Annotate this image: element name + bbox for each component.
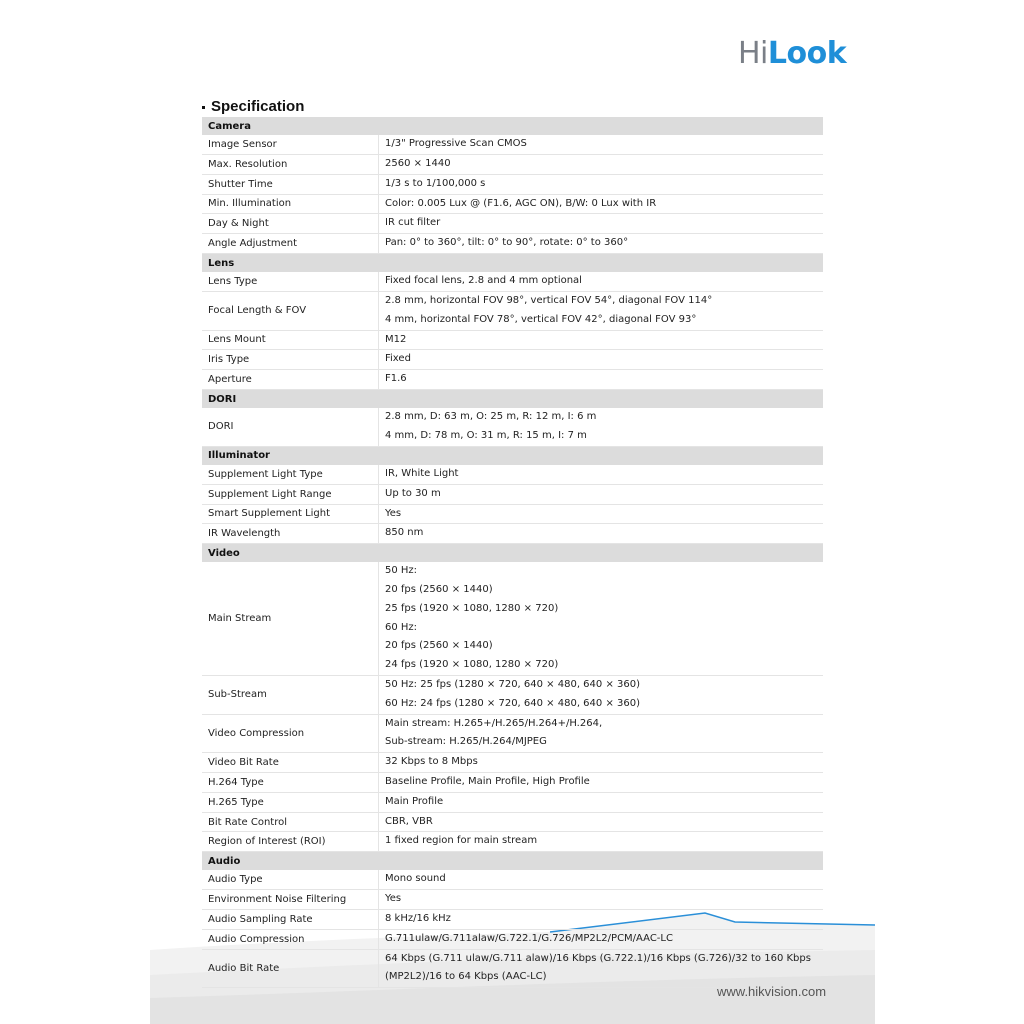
section-header-row [202, 117, 823, 135]
spec-row [202, 408, 823, 446]
spec-row [202, 174, 823, 194]
spec-value-line: 25 fps (1920 × 1080, 1280 × 720) [385, 602, 559, 614]
spec-value-line: IR cut filter [385, 217, 441, 229]
spec-value [379, 154, 824, 174]
spec-row [202, 350, 823, 370]
spec-key: Lens Type [202, 272, 379, 291]
spec-value-line: Fixed [385, 353, 411, 365]
spec-table [202, 117, 823, 988]
spec-row [202, 812, 823, 832]
spec-key: Audio Compression [202, 929, 379, 949]
spec-value-line: Mono sound [385, 873, 446, 885]
spec-value-line: Main stream: H.265+/H.265/H.264+/H.264, [385, 717, 603, 729]
spec-key: Lens Mount [202, 330, 379, 350]
bullet-icon [202, 106, 205, 109]
hilook-logo [738, 36, 846, 72]
spec-row [202, 949, 823, 988]
spec-value-line: 20 fps (2560 × 1440) [385, 640, 493, 652]
spec-key: Iris Type [202, 350, 379, 370]
spec-value-line: F1.6 [385, 373, 407, 385]
spec-key: IR Wavelength [202, 524, 379, 544]
spec-row [202, 154, 823, 174]
spec-value-line: CBR, VBR [385, 815, 433, 827]
spec-value [379, 832, 824, 852]
section-title: Camera [202, 117, 823, 135]
spec-key: Shutter Time [202, 174, 379, 194]
spec-row [202, 792, 823, 812]
spec-value [379, 484, 824, 504]
spec-value [379, 773, 824, 793]
spec-value-line: 64 Kbps (G.711 ulaw/G.711 alaw)/16 Kbps (G.722.1)/16 Kbps (G.726)/32 to 160 Kbps [385, 952, 811, 964]
section-header-row [202, 253, 823, 272]
spec-value-line: 1/3" Progressive Scan CMOS [385, 138, 527, 150]
spec-key: Audio Sampling Rate [202, 910, 379, 930]
spec-value [379, 465, 824, 484]
spec-value-line: Baseline Profile, Main Profile, High Profile [385, 776, 590, 788]
spec-key: Sub-Stream [202, 676, 379, 715]
spec-row [202, 714, 823, 753]
spec-value [379, 291, 824, 330]
spec-row [202, 484, 823, 504]
spec-key: Video Compression [202, 714, 379, 753]
spec-row [202, 135, 823, 154]
spec-key: Smart Supplement Light [202, 504, 379, 524]
spec-value-line: 32 Kbps to 8 Mbps [385, 756, 478, 768]
spec-value [379, 174, 824, 194]
spec-row [202, 832, 823, 852]
spec-value-line: Sub-stream: H.265/H.264/MJPEG [385, 736, 547, 748]
spec-value-line: 50 Hz: [385, 565, 418, 577]
spec-value [379, 792, 824, 812]
spec-key: Angle Adjustment [202, 234, 379, 254]
logo-hi: Hi [738, 36, 768, 71]
spec-value-line: Pan: 0° to 360°, tilt: 0° to 90°, rotate: 0° to 360° [385, 237, 629, 249]
spec-value-line: 50 Hz: 25 fps (1280 × 720, 640 × 480, 640 × 360) [385, 679, 640, 691]
heading-text: Specification [211, 98, 305, 115]
spec-key: Aperture [202, 370, 379, 390]
spec-value-line: 60 Hz: 24 fps (1280 × 720, 640 × 480, 640 × 360) [385, 697, 640, 709]
spec-value [379, 135, 824, 154]
spec-value-line: 2.8 mm, horizontal FOV 98°, vertical FOV 54°, diagonal FOV 114° [385, 294, 713, 306]
section-title: DORI [202, 389, 823, 408]
spec-value-line: 8 kHz/16 kHz [385, 913, 451, 925]
spec-value [379, 504, 824, 524]
spec-row [202, 465, 823, 484]
spec-value-line: M12 [385, 333, 407, 345]
spec-key: Bit Rate Control [202, 812, 379, 832]
spec-key: Focal Length & FOV [202, 291, 379, 330]
spec-key: H.265 Type [202, 792, 379, 812]
spec-key: Min. Illumination [202, 194, 379, 214]
spec-value [379, 408, 824, 446]
spec-value [379, 524, 824, 544]
spec-key: H.264 Type [202, 773, 379, 793]
spec-key: Video Bit Rate [202, 753, 379, 773]
spec-row [202, 562, 823, 675]
spec-value [379, 676, 824, 715]
spec-row [202, 291, 823, 330]
spec-value-line: Color: 0.005 Lux @ (F1.6, AGC ON), B/W: 0 Lux with IR [385, 197, 657, 209]
spec-value-line: 24 fps (1920 × 1080, 1280 × 720) [385, 659, 559, 671]
footer-url: www.hikvision.com [717, 984, 827, 999]
spec-value [379, 870, 824, 889]
spec-row [202, 890, 823, 910]
spec-value [379, 272, 824, 291]
spec-value-line: 850 nm [385, 527, 424, 539]
spec-value [379, 370, 824, 390]
spec-value-line: 4 mm, horizontal FOV 78°, vertical FOV 42°, diagonal FOV 93° [385, 313, 697, 325]
spec-value-line: IR, White Light [385, 467, 459, 479]
spec-value-line: 20 fps (2560 × 1440) [385, 584, 493, 596]
spec-value-line: 60 Hz: [385, 621, 418, 633]
spec-value-line: Yes [385, 893, 402, 905]
spec-row [202, 330, 823, 350]
spec-value-line: 1/3 s to 1/100,000 s [385, 177, 486, 189]
spec-value [379, 929, 824, 949]
spec-key: Image Sensor [202, 135, 379, 154]
spec-key: Max. Resolution [202, 154, 379, 174]
spec-value [379, 714, 824, 753]
spec-value [379, 949, 824, 988]
spec-value-line: G.711ulaw/G.711alaw/G.722.1/G.726/MP2L2/PCM/AAC-LC [385, 932, 673, 944]
section-title: Video [202, 544, 823, 563]
spec-value [379, 812, 824, 832]
spec-key: Environment Noise Filtering [202, 890, 379, 910]
section-header-row [202, 852, 823, 871]
spec-key: Region of Interest (ROI) [202, 832, 379, 852]
spec-value [379, 350, 824, 370]
spec-value-line: Main Profile [385, 795, 444, 807]
spec-value [379, 330, 824, 350]
spec-value-line: 2560 × 1440 [385, 157, 451, 169]
spec-value [379, 562, 824, 675]
spec-key: Audio Type [202, 870, 379, 889]
spec-row [202, 194, 823, 214]
spec-row [202, 676, 823, 715]
spec-value [379, 890, 824, 910]
spec-row [202, 929, 823, 949]
spec-value [379, 194, 824, 214]
spec-value-line: 2.8 mm, D: 63 m, O: 25 m, R: 12 m, I: 6 m [385, 411, 597, 423]
section-title: Audio [202, 852, 823, 871]
spec-value [379, 214, 824, 234]
spec-row [202, 524, 823, 544]
spec-key: DORI [202, 408, 379, 446]
spec-value-line: 1 fixed region for main stream [385, 835, 538, 847]
spec-value [379, 753, 824, 773]
spec-row [202, 214, 823, 234]
section-title: Lens [202, 253, 823, 272]
spec-value-line: 4 mm, D: 78 m, O: 31 m, R: 15 m, I: 7 m [385, 429, 587, 441]
spec-key: Main Stream [202, 562, 379, 675]
section-header-row [202, 544, 823, 563]
spec-value-line: Yes [385, 507, 402, 519]
spec-row [202, 870, 823, 889]
section-heading [202, 98, 304, 115]
spec-key: Supplement Light Range [202, 484, 379, 504]
spec-value [379, 234, 824, 254]
spec-key: Audio Bit Rate [202, 949, 379, 988]
section-title: Illuminator [202, 446, 823, 465]
spec-row [202, 773, 823, 793]
section-header-row [202, 389, 823, 408]
spec-key: Supplement Light Type [202, 465, 379, 484]
spec-value-line: Up to 30 m [385, 487, 441, 499]
spec-value-line: (MP2L2)/16 to 64 Kbps (AAC-LC) [385, 971, 547, 983]
spec-value-line: Fixed focal lens, 2.8 and 4 mm optional [385, 275, 582, 287]
section-header-row [202, 446, 823, 465]
spec-row [202, 234, 823, 254]
spec-row [202, 910, 823, 930]
spec-row [202, 272, 823, 291]
logo-look: Look [767, 36, 847, 71]
spec-row [202, 504, 823, 524]
spec-value [379, 910, 824, 930]
spec-row [202, 753, 823, 773]
spec-row [202, 370, 823, 390]
spec-key: Day & Night [202, 214, 379, 234]
